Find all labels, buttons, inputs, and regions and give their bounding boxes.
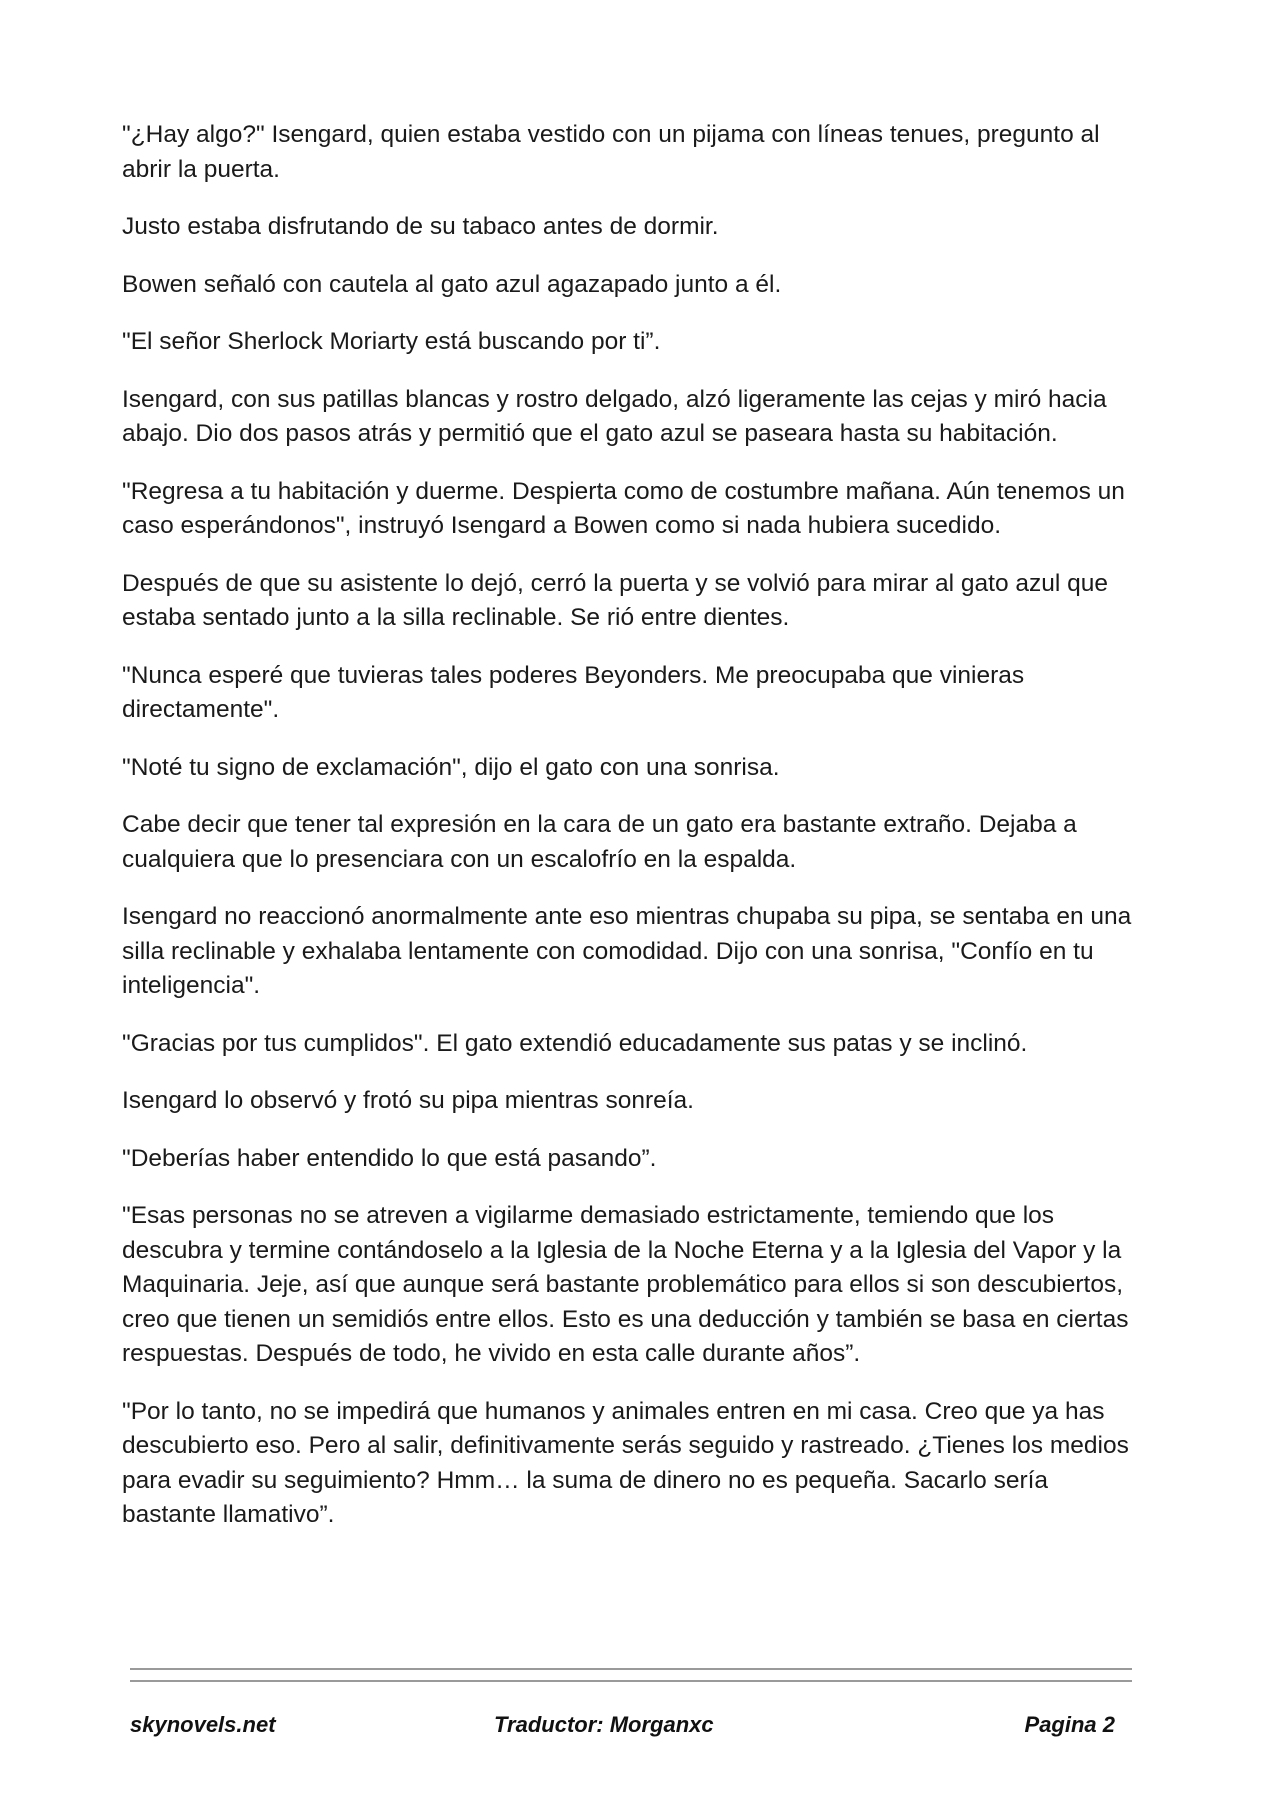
paragraph: "Esas personas no se atreven a vigilarme demasiado estrictamente, temiendo que los descubra y termine contándoselo a la Iglesia de la Noche Eterna y a la Iglesia del Vapor y la Maquinaria. Jeje, así que aunque será bastante problemático para ellos si son descubiertos, creo que tienen un semidiós entre ellos. Esto es una deducción y también se basa en ciertas respuestas. Después de todo, he vivido en esta calle durante años”. [122,1202,1129,1367]
paragraph: "El señor Sherlock Moriarty está buscando por ti”. [122,328,661,355]
paragraph: Cabe decir que tener tal expresión en la cara de un gato era bastante extraño. Dejaba a cualquiera que lo presenciara con un escalofrío en la espalda. [122,811,1077,873]
paragraph: "Gracias por tus cumplidos". El gato extendió educadamente sus patas y se inclinó. [122,1029,1028,1057]
paragraph: Después de que su asistente lo dejó, cerró la puerta y se volvió para mirar al gato azul que estaba sentado junto a la silla reclinable. Se rió entre dientes. [122,569,1109,631]
footer-translator: Traductor: Morganxc [494,1712,714,1737]
paragraph: "Nunca esperé que tuvieras tales poderes Beyonders. Me preocupaba que vinieras directamente". [122,661,1025,723]
paragraph: "Noté tu signo de exclamación", dijo el gato con una sonrisa. [122,753,780,781]
paragraph: Bowen señaló con cautela al gato azul agazapado junto a él. [122,270,782,298]
paragraph: Justo estaba disfrutando de su tabaco antes de dormir. [122,213,719,240]
paragraph: Isengard no reaccionó anormalmente ante eso mientras chupaba su pipa, se sentaba en una silla reclinable y exhalaba lentamente con comodidad. Dijo con una sonrisa, "Confío en tu inteligencia". [122,903,1132,999]
paragraph: "Por lo tanto, no se impedirá que humanos y animales entren en mi casa. Creo que ya has descubierto eso. Pero al salir, definitivamente serás seguido y rastreado. ¿Tienes los medios para evadir su seguimiento? Hmm… la suma de dinero no es pequeña. Sacarlo sería bastante llamativo”. [122,1397,1129,1528]
paragraph: "Regresa a tu habitación y duerme. Despierta como de costumbre mañana. Aún tenemos un caso esperándonos", instruyó Isengard a Bowen como si nada hubiera sucedido. [122,477,1125,539]
paragraph: "¿Hay algo?" Isengard, quien estaba vestido con un pijama con líneas tenues, pregunto al abrir la puerta. [122,121,1100,183]
footer-site: skynovels.net [130,1712,276,1737]
footer-divider-top [130,1668,1132,1670]
footer-page-number: Pagina 2 [1024,1712,1115,1737]
paragraph: Isengard, con sus patillas blancas y rostro delgado, alzó ligeramente las cejas y miró hacia abajo. Dio dos pasos atrás y permitió que el gato azul se paseara hasta su habitación. [122,385,1107,447]
paragraph: "Deberías haber entendido lo que está pasando”. [122,1144,657,1172]
body-text [122,118,1142,1556]
paragraph: Isengard lo observó y frotó su pipa mientras sonreía. [122,1087,694,1114]
footer-divider-bottom [130,1680,1132,1682]
